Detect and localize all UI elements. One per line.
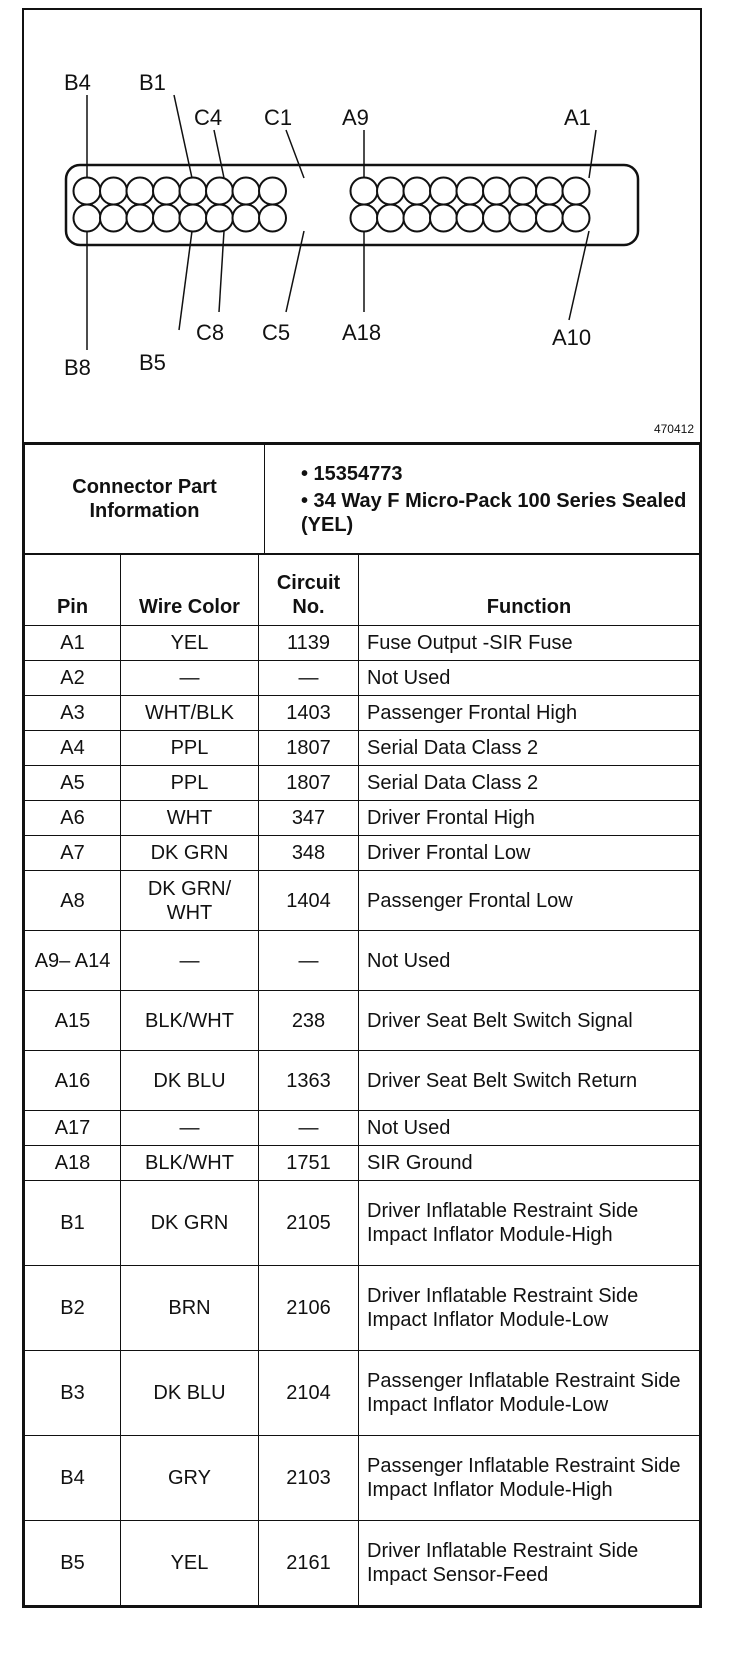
pin-leader-line bbox=[219, 231, 224, 312]
connector-part-number: • 15354773 bbox=[301, 462, 403, 485]
pin-cavity bbox=[259, 178, 286, 205]
circuit-cell: 1807 bbox=[259, 766, 359, 801]
pin-cell: B5 bbox=[25, 1521, 121, 1606]
pin-cavity bbox=[457, 205, 484, 232]
table-row bbox=[25, 871, 700, 931]
circuit-cell: 2104 bbox=[259, 1351, 359, 1436]
table-row bbox=[25, 1146, 700, 1181]
wire-color-cell: BLK/WHT bbox=[121, 1146, 259, 1181]
pin-cell: B2 bbox=[25, 1266, 121, 1351]
pin-cavity bbox=[100, 178, 127, 205]
function-cell: Not Used bbox=[359, 661, 700, 696]
wire-color-cell: WHT bbox=[121, 801, 259, 836]
pin-leader-line bbox=[589, 130, 596, 178]
pin-cell: B3 bbox=[25, 1351, 121, 1436]
pin-cavity bbox=[100, 205, 127, 232]
header-pin: Pin bbox=[25, 555, 121, 626]
pin-cell: B1 bbox=[25, 1181, 121, 1266]
function-cell: Driver Seat Belt Switch Return bbox=[359, 1051, 700, 1111]
pin-cavity bbox=[404, 178, 431, 205]
function-cell: Driver Inflatable Restraint Side Impact Inflator Module-High bbox=[359, 1181, 700, 1266]
pin-cell: A2 bbox=[25, 661, 121, 696]
connector-info-table bbox=[24, 444, 700, 554]
circuit-cell: 347 bbox=[259, 801, 359, 836]
circuit-cell: 2103 bbox=[259, 1436, 359, 1521]
wire-color-cell: YEL bbox=[121, 626, 259, 661]
table-row bbox=[25, 1521, 700, 1606]
table-row bbox=[25, 1181, 700, 1266]
pin-cavity bbox=[510, 178, 537, 205]
wire-color-cell: PPL bbox=[121, 731, 259, 766]
circuit-cell: 1139 bbox=[259, 626, 359, 661]
pin-cell: A16 bbox=[25, 1051, 121, 1111]
table-row bbox=[25, 696, 700, 731]
pin-cell: B4 bbox=[25, 1436, 121, 1521]
pin-label: A10 bbox=[552, 325, 592, 350]
table-row bbox=[25, 991, 700, 1051]
wire-color-cell: PPL bbox=[121, 766, 259, 801]
circuit-cell: 2105 bbox=[259, 1181, 359, 1266]
pin-cavity bbox=[563, 178, 590, 205]
pin-cavity bbox=[377, 205, 404, 232]
pin-cell: A5 bbox=[25, 766, 121, 801]
circuit-cell: 1404 bbox=[259, 871, 359, 931]
circuit-cell: — bbox=[259, 1111, 359, 1146]
function-cell: Not Used bbox=[359, 1111, 700, 1146]
function-cell: Serial Data Class 2 bbox=[359, 766, 700, 801]
function-cell: Driver Inflatable Restraint Side Impact Inflator Module-Low bbox=[359, 1266, 700, 1351]
circuit-cell: 238 bbox=[259, 991, 359, 1051]
pin-leader-line bbox=[286, 231, 304, 312]
pin-cell: A18 bbox=[25, 1146, 121, 1181]
pin-cavity bbox=[404, 205, 431, 232]
table-row bbox=[25, 766, 700, 801]
pin-cell: A9– A14 bbox=[25, 931, 121, 991]
pin-cavity bbox=[259, 205, 286, 232]
pin-label: A1 bbox=[564, 105, 591, 130]
pin-cavity bbox=[536, 178, 563, 205]
table-row bbox=[25, 731, 700, 766]
circuit-cell: 2161 bbox=[259, 1521, 359, 1606]
pin-table bbox=[24, 554, 700, 1606]
wire-color-cell: BLK/WHT bbox=[121, 991, 259, 1051]
circuit-cell: 348 bbox=[259, 836, 359, 871]
wire-color-cell: DK GRN bbox=[121, 1181, 259, 1266]
connector-sheet bbox=[22, 8, 702, 1608]
pin-cavity bbox=[127, 205, 154, 232]
pin-label: B5 bbox=[139, 350, 166, 375]
pin-cavity bbox=[483, 178, 510, 205]
function-cell: Passenger Frontal Low bbox=[359, 871, 700, 931]
pin-leader-line bbox=[214, 130, 224, 178]
pin-label: A18 bbox=[342, 320, 382, 345]
pin-cavity bbox=[233, 178, 260, 205]
pin-cell: A3 bbox=[25, 696, 121, 731]
wire-color-cell: YEL bbox=[121, 1521, 259, 1606]
pin-label: C8 bbox=[196, 320, 225, 345]
wire-color-cell: — bbox=[121, 931, 259, 991]
circuit-cell: 1751 bbox=[259, 1146, 359, 1181]
table-row bbox=[25, 1266, 700, 1351]
function-cell: Passenger Frontal High bbox=[359, 696, 700, 731]
table-row bbox=[25, 931, 700, 991]
wire-color-cell: DK BLU bbox=[121, 1351, 259, 1436]
pin-cavity bbox=[180, 205, 207, 232]
wire-color-cell: DK GRN/ WHT bbox=[121, 871, 259, 931]
pin-cavity bbox=[457, 178, 484, 205]
circuit-cell: — bbox=[259, 931, 359, 991]
function-cell: Fuse Output -SIR Fuse bbox=[359, 626, 700, 661]
pin-cavity bbox=[153, 205, 180, 232]
pin-cell: A8 bbox=[25, 871, 121, 931]
header-wire-color: Wire Color bbox=[121, 555, 259, 626]
pin-cell: A17 bbox=[25, 1111, 121, 1146]
header-circuit-no: Circuit No. bbox=[259, 555, 359, 626]
pin-cell: A4 bbox=[25, 731, 121, 766]
table-row bbox=[25, 801, 700, 836]
function-cell: SIR Ground bbox=[359, 1146, 700, 1181]
connector-face-drawing bbox=[24, 10, 700, 442]
connector-info-label: Connector Part Information bbox=[25, 445, 265, 554]
circuit-cell: 2106 bbox=[259, 1266, 359, 1351]
pin-cavity bbox=[127, 178, 154, 205]
header-function: Function bbox=[359, 555, 700, 626]
function-cell: Passenger Inflatable Restraint Side Impact Inflator Module-High bbox=[359, 1436, 700, 1521]
table-row bbox=[25, 1351, 700, 1436]
circuit-cell: 1807 bbox=[259, 731, 359, 766]
figure-number: 470412 bbox=[653, 422, 694, 436]
connector-info-values bbox=[265, 445, 700, 554]
pin-cell: A1 bbox=[25, 626, 121, 661]
pin-cavity bbox=[206, 205, 233, 232]
function-cell: Driver Frontal Low bbox=[359, 836, 700, 871]
pin-label: B1 bbox=[139, 70, 166, 95]
pin-cavity bbox=[206, 178, 233, 205]
function-cell: Driver Inflatable Restraint Side Impact Sensor-Feed bbox=[359, 1521, 700, 1606]
pin-label: C5 bbox=[262, 320, 291, 345]
function-cell: Serial Data Class 2 bbox=[359, 731, 700, 766]
pin-cavity bbox=[351, 205, 378, 232]
wire-color-cell: DK BLU bbox=[121, 1051, 259, 1111]
pin-cavity bbox=[74, 178, 101, 205]
pin-label: C4 bbox=[194, 105, 223, 130]
wire-color-cell: WHT/BLK bbox=[121, 696, 259, 731]
pin-cell: A7 bbox=[25, 836, 121, 871]
pin-cavity bbox=[536, 205, 563, 232]
pin-label: B8 bbox=[64, 355, 91, 380]
function-cell: Driver Frontal High bbox=[359, 801, 700, 836]
pin-label: C1 bbox=[264, 105, 293, 130]
table-row bbox=[25, 626, 700, 661]
function-cell: Not Used bbox=[359, 931, 700, 991]
wire-color-cell: GRY bbox=[121, 1436, 259, 1521]
table-row bbox=[25, 661, 700, 696]
wire-color-cell: — bbox=[121, 1111, 259, 1146]
circuit-cell: 1363 bbox=[259, 1051, 359, 1111]
table-row bbox=[25, 1436, 700, 1521]
pin-cavity bbox=[377, 178, 404, 205]
pin-cavity bbox=[153, 178, 180, 205]
pin-label: A9 bbox=[342, 105, 369, 130]
pin-cavity bbox=[430, 205, 457, 232]
pin-cavity bbox=[180, 178, 207, 205]
pin-leader-line bbox=[286, 130, 304, 178]
connector-diagram bbox=[24, 10, 700, 444]
pin-cavity bbox=[430, 178, 457, 205]
table-row bbox=[25, 836, 700, 871]
connector-description: • 34 Way F Micro-Pack 100 Series Sealed (YEL) bbox=[301, 489, 687, 536]
circuit-cell: 1403 bbox=[259, 696, 359, 731]
pin-cavity bbox=[351, 178, 378, 205]
pin-cavity bbox=[233, 205, 260, 232]
wire-color-cell: DK GRN bbox=[121, 836, 259, 871]
pin-cavity bbox=[74, 205, 101, 232]
pin-cavity bbox=[483, 205, 510, 232]
pin-label: B4 bbox=[64, 70, 91, 95]
pin-cell: A6 bbox=[25, 801, 121, 836]
pin-cavity bbox=[510, 205, 537, 232]
wire-color-cell: BRN bbox=[121, 1266, 259, 1351]
table-row bbox=[25, 1111, 700, 1146]
pin-cavity bbox=[563, 205, 590, 232]
function-cell: Driver Seat Belt Switch Signal bbox=[359, 991, 700, 1051]
circuit-cell: — bbox=[259, 661, 359, 696]
table-row bbox=[25, 1051, 700, 1111]
wire-color-cell: — bbox=[121, 661, 259, 696]
pin-cell: A15 bbox=[25, 991, 121, 1051]
function-cell: Passenger Inflatable Restraint Side Impact Inflator Module-Low bbox=[359, 1351, 700, 1436]
